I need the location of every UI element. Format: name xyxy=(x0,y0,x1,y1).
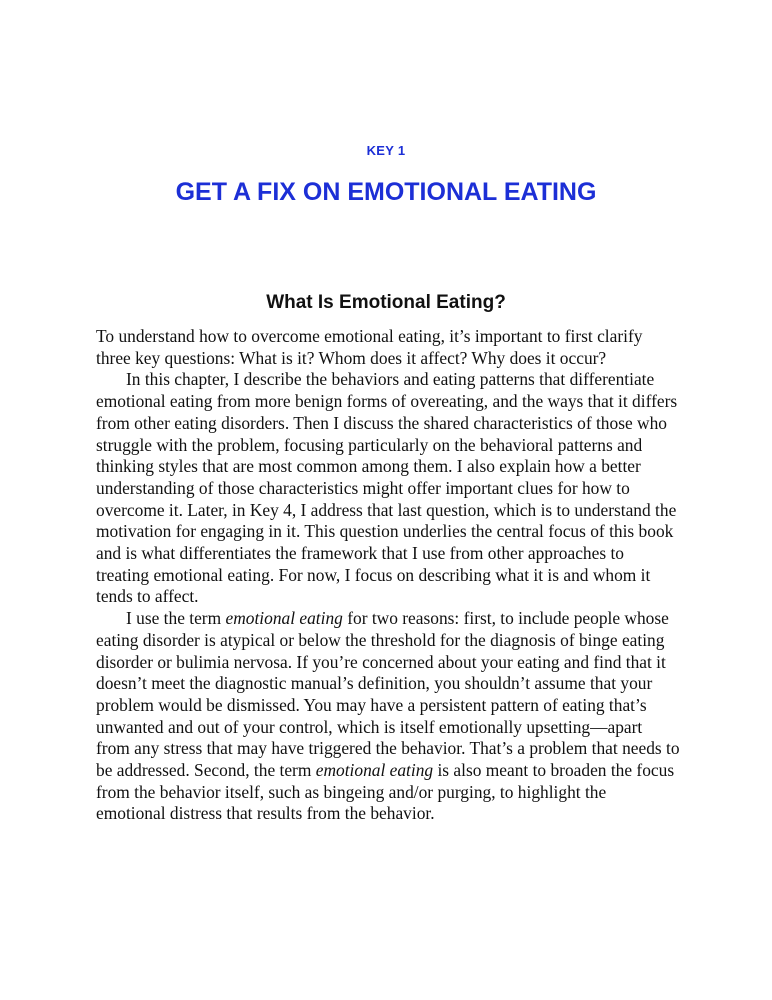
chapter-title: GET A FIX ON EMOTIONAL EATING xyxy=(175,178,597,206)
paragraph-3-emphasis-1: emotional eating xyxy=(225,608,343,629)
paragraph-3-part-1: I use the term xyxy=(126,608,226,629)
section-heading: What Is Emotional Eating? xyxy=(266,292,506,313)
paragraph-3 xyxy=(96,608,680,825)
body-text xyxy=(96,326,680,825)
paragraph-3-emphasis-2: emotional eating xyxy=(315,760,434,781)
key-label: KEY 1 xyxy=(366,143,406,158)
paragraph-3-part-3: is also meant to broaden the focus from the behavior itself, such as bingeing and/or purging, to highlight the emotional distress that results from the behavior. xyxy=(96,760,675,824)
paragraph-1: To understand how to overcome emotional eating, it’s important to first clarify three key questions: What is it? Whom does it affect? Why does it occur? xyxy=(96,326,643,368)
paragraph-2: In this chapter, I describe the behaviors and eating patterns that differentiate emotional eating from more benign forms of overeating, and the ways that it differs from other eating disorders. Then I discuss the shared characteristics of those who struggle with the problem, focusing particularly on the behavioral patterns and thinking styles that are most common among them. I also explain how a better understanding of those characteristics might offer important clues for how to overcome it. Later, in Key 4, I address that last question, which is to understand the motivation for engaging in it. This question underlies the central focus of this book and is what differentiates the framework that I use from other approaches to treating emotional eating. For now, I focus on describing what it is and whom it tends to affect. xyxy=(96,369,678,607)
paragraph-3-part-2: for two reasons: first, to include people whose eating disorder is atypical or below the threshold for the diagnosis of binge eating disorder or bulimia nervosa. If you’re concerned about your eating and find that it doesn’t meet the diagnostic manual’s definition, you shouldn’t assume that your problem would be dismissed. You may have a persistent pattern of eating that’s unwanted and out of your control, which is itself emotionally upsetting—apart from any stress that may have triggered the behavior. That’s a problem that needs to be addressed. Second, the term xyxy=(96,608,680,781)
